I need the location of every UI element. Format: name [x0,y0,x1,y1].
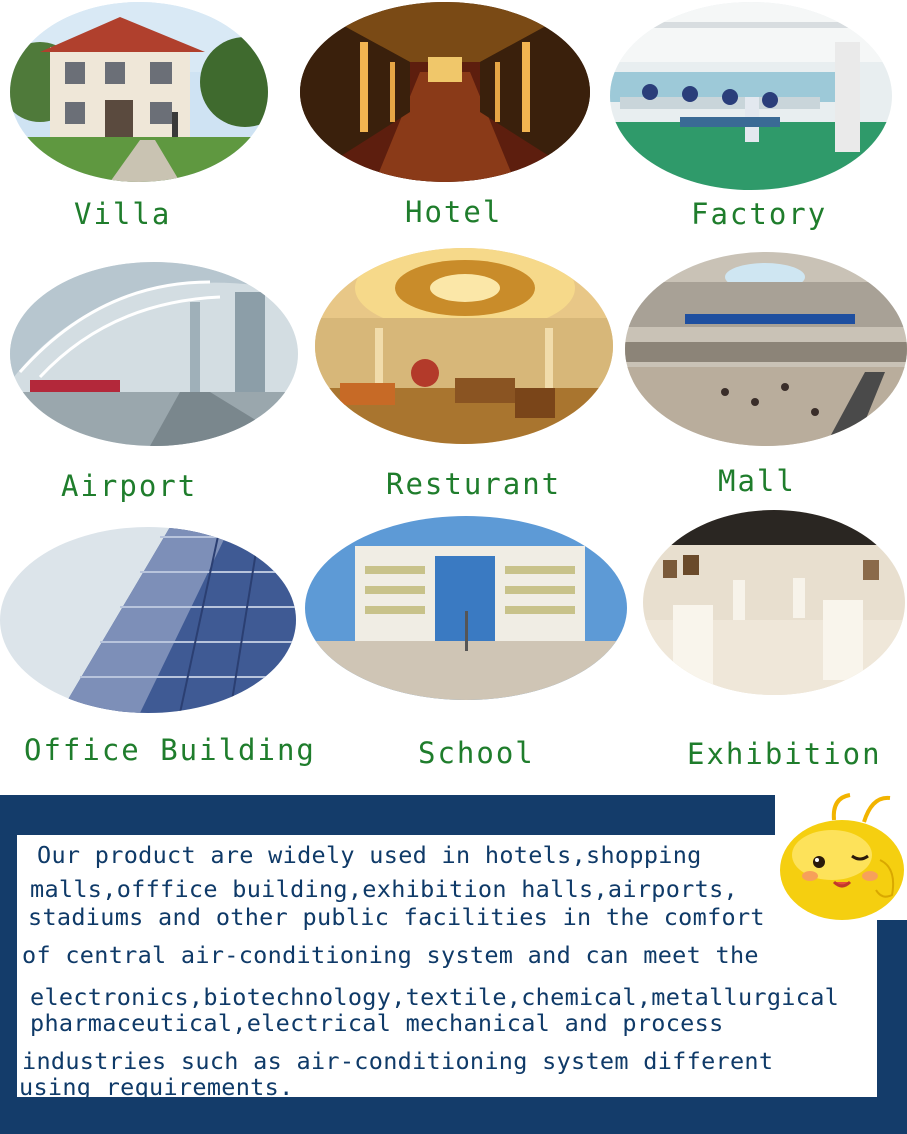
description-line-6: pharmaceutical,electrical mechanical and process [30,1009,724,1037]
description-line-5: electronics,biotechnology,textile,chemical,metallurgical [30,983,840,1011]
airport-photo [10,262,298,446]
school-photo [305,516,627,700]
description-line-3: stadiums and other public facilities in the comfort [28,903,765,931]
description-line-2: malls,offfice building,exhibition halls,airports, [30,875,738,903]
factory-photo [610,2,892,190]
villa-photo [10,2,268,182]
restaurant-caption: Resturant [386,467,562,501]
factory-caption: Factory [691,197,828,231]
exhibition-photo [643,510,905,695]
description-line-7: industries such as air-conditioning system different [22,1047,774,1075]
hotel-caption: Hotel [405,195,503,229]
villa-caption: Villa [74,197,172,231]
description-line-1: Our product are widely used in hotels,shopping [37,841,702,869]
airport-caption: Airport [61,469,198,503]
office-building-caption: Office Building [24,733,316,767]
description-line-8: using requirements. [19,1073,294,1101]
restaurant-photo [315,248,613,444]
mall-photo [625,252,907,446]
office-building-photo [0,527,296,713]
description-line-4: of central air-conditioning system and can meet the [22,941,759,969]
winking-smiley-mascot-icon [772,790,907,925]
school-caption: School [418,736,535,770]
hotel-photo [300,2,590,182]
mall-caption: Mall [718,464,796,498]
exhibition-caption: Exhibition [687,737,882,771]
